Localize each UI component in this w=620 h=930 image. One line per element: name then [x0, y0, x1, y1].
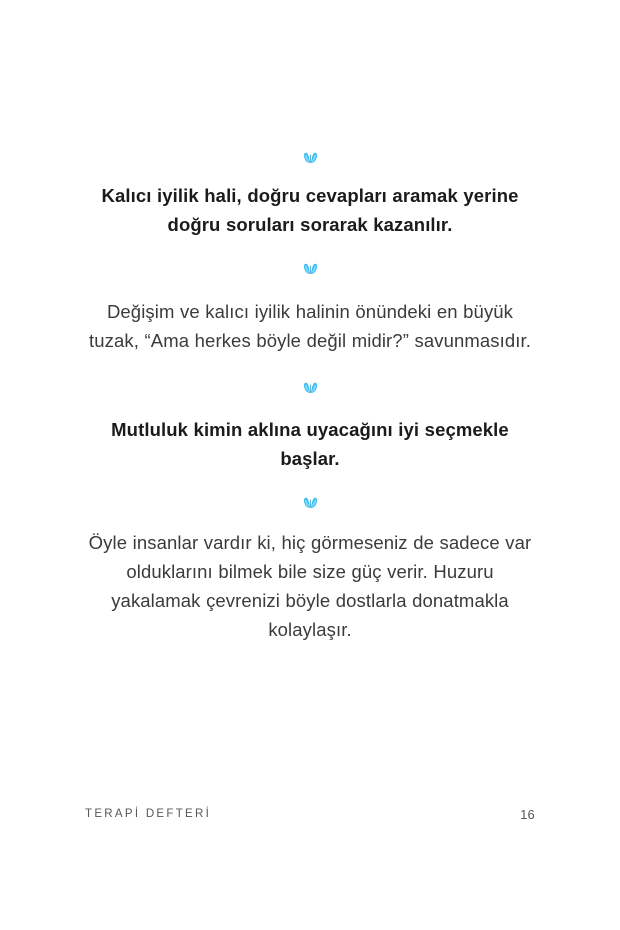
- spacer: [85, 282, 535, 298]
- footer-page-number: 16: [520, 806, 535, 822]
- butterfly-ornament: [85, 380, 535, 400]
- passage-3: Mutluluk kimin aklına uyacağını iyi seçmekle başlar.: [111, 419, 509, 470]
- spacer: [85, 240, 535, 262]
- spacer: [85, 170, 535, 182]
- butterfly-ornament: [85, 495, 535, 515]
- butterfly-ornament: [85, 150, 535, 170]
- passage-4: Öyle insanlar vardır ki, hiç görmeseniz de sadece var olduklarını bilmek bile size güç verir. Huzuru yakalamak çevrenizi böyle dostlarla donatmakla kolaylaşır.: [88, 532, 532, 640]
- spacer: [85, 474, 535, 495]
- spacer: [85, 515, 535, 529]
- spacer: [85, 355, 535, 380]
- page-footer: [85, 804, 535, 824]
- passage-1: Kalıcı iyilik hali, doğru cevapları aramak yerine doğru soruları sorarak kazanılır.: [101, 185, 519, 235]
- passage-2: Değişim ve kalıcı iyilik halinin önündeki en büyük tuzak, “Ama herkes böyle değil midir?” savunmasıdır.: [89, 300, 531, 351]
- spacer: [85, 400, 535, 416]
- footer-book-title: TERAPİ DEFTERİ: [85, 808, 212, 820]
- butterfly-ornament: [85, 262, 535, 282]
- page-content: [85, 150, 535, 645]
